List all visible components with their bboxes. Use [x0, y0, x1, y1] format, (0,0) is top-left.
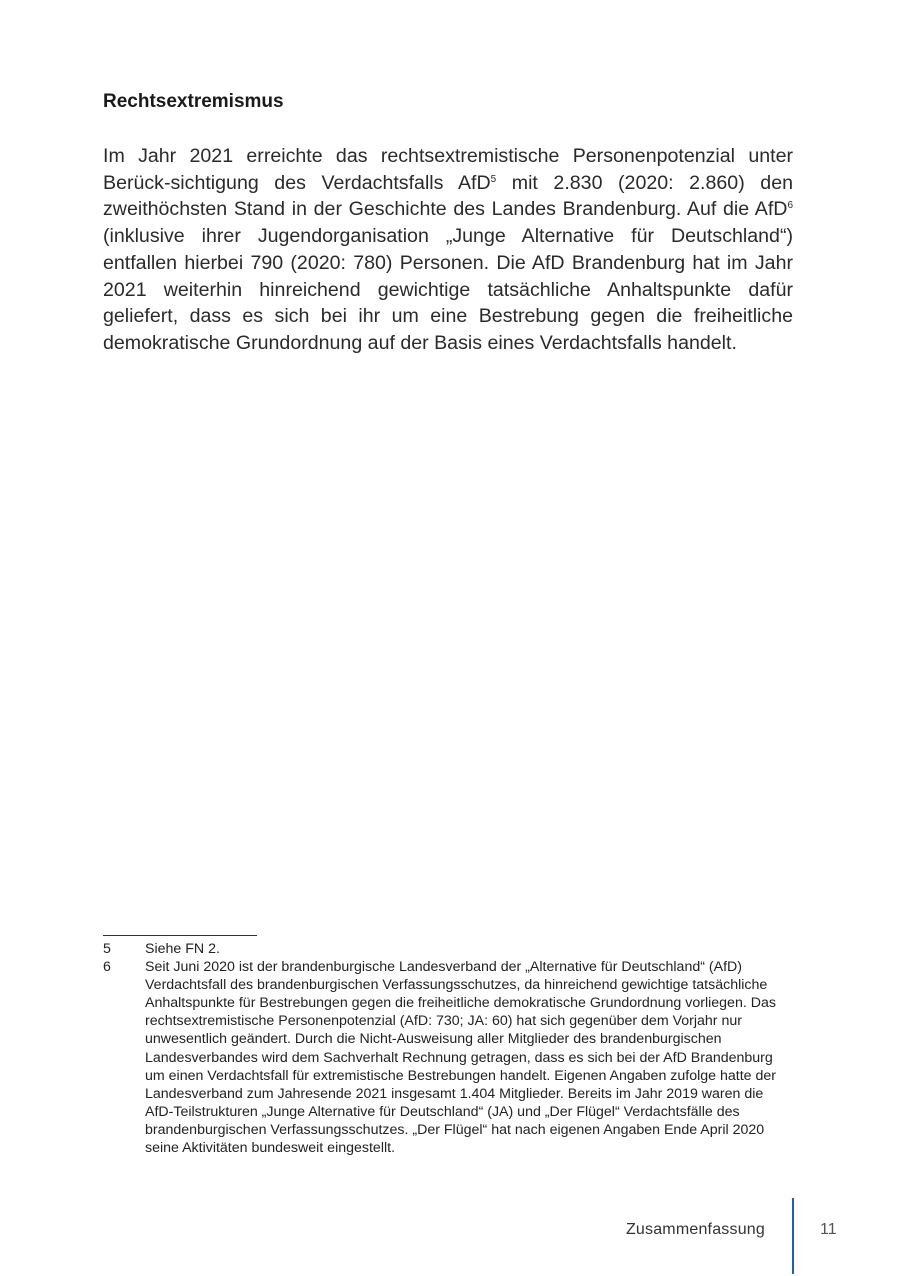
footnote-ref-6: 6 — [787, 200, 793, 212]
page-number: 11 — [820, 1221, 837, 1238]
paragraph-part-1: Im Jahr 2021 erreichte das rechtsextremistische Personenpotenzial unter Berück-sichtigung des Verdachtsfalls AfD — [103, 145, 793, 194]
footnote-item — [103, 940, 793, 958]
footer-divider-bar — [792, 1198, 794, 1274]
footnote-text: Siehe FN 2. — [145, 941, 220, 957]
footnote-number: 6 — [103, 959, 111, 976]
paragraph-part-3: (inklusive ihrer Jugendorganisation „Junge Alternative für Deutschland“) entfallen hierbei 790 (2020: 780) Personen. Die AfD Brandenburg hat im Jahr 2021 weiterhin hinreichend gewichtige tatsächliche Anhaltspunkte dafür geliefert, dass es sich bei ihr um eine Bestrebung gegen die freiheitliche demokratische Grundordnung auf der Basis eines Verdachtsfalls handelt. — [103, 225, 793, 354]
footnote-ref-5: 5 — [490, 173, 497, 185]
paragraph-part-2: mit 2.830 (2020: 2.860) den zweithöchsten Stand in der Geschichte des Landes Brandenburg. Auf die AfD — [103, 171, 793, 221]
footnotes — [103, 940, 793, 1157]
section-heading: Rechtsextremismus — [103, 91, 284, 112]
footer-section-label: Zusammenfassung — [625, 1221, 765, 1238]
body-paragraph — [103, 143, 793, 357]
footnote-text: Seit Juni 2020 ist der brandenburgische Landesverband der „Alternative für Deutschland“ (AfD) Verdachtsfall des brandenburgischen Verfassungsschutzes, da hinreichend gewichtige tatsächliche Anhaltspunkte für Bestrebungen gegen die freiheitliche demokratische Grundordnung vorliegen. Das rechtsextremistische Personenpotenzial (AfD: 730; JA: 60) hat sich gegenüber dem Vorjahr nur unwesentlich geändert. Durch die Nicht-Ausweisung aller Mitglieder des brandenburgischen Landesverbandes wird dem Sachverhalt Rechnung getragen, dass es sich bei der AfD Brandenburg um einen Verdachtsfall für extremistische Bestrebungen handelt. Eigenen Angaben zufolge hatte der Landesverband zum Jahresende 2021 insgesamt 1.404 Mitglieder. Bereits im Jahr 2019 waren die AfD-Teilstrukturen „Junge Alternative für Deutschland“ (JA) und „Der Flügel“ Verdachtsfälle des brandenburgischen Verfassungsschutzes. „Der Flügel“ hat nach eigenen Angaben Ende April 2020 seine Aktivitäten bundesweit eingestellt. — [145, 959, 776, 1157]
footnote-number: 5 — [103, 941, 111, 957]
footnote-divider — [103, 935, 257, 936]
footnote-item — [103, 958, 793, 1157]
